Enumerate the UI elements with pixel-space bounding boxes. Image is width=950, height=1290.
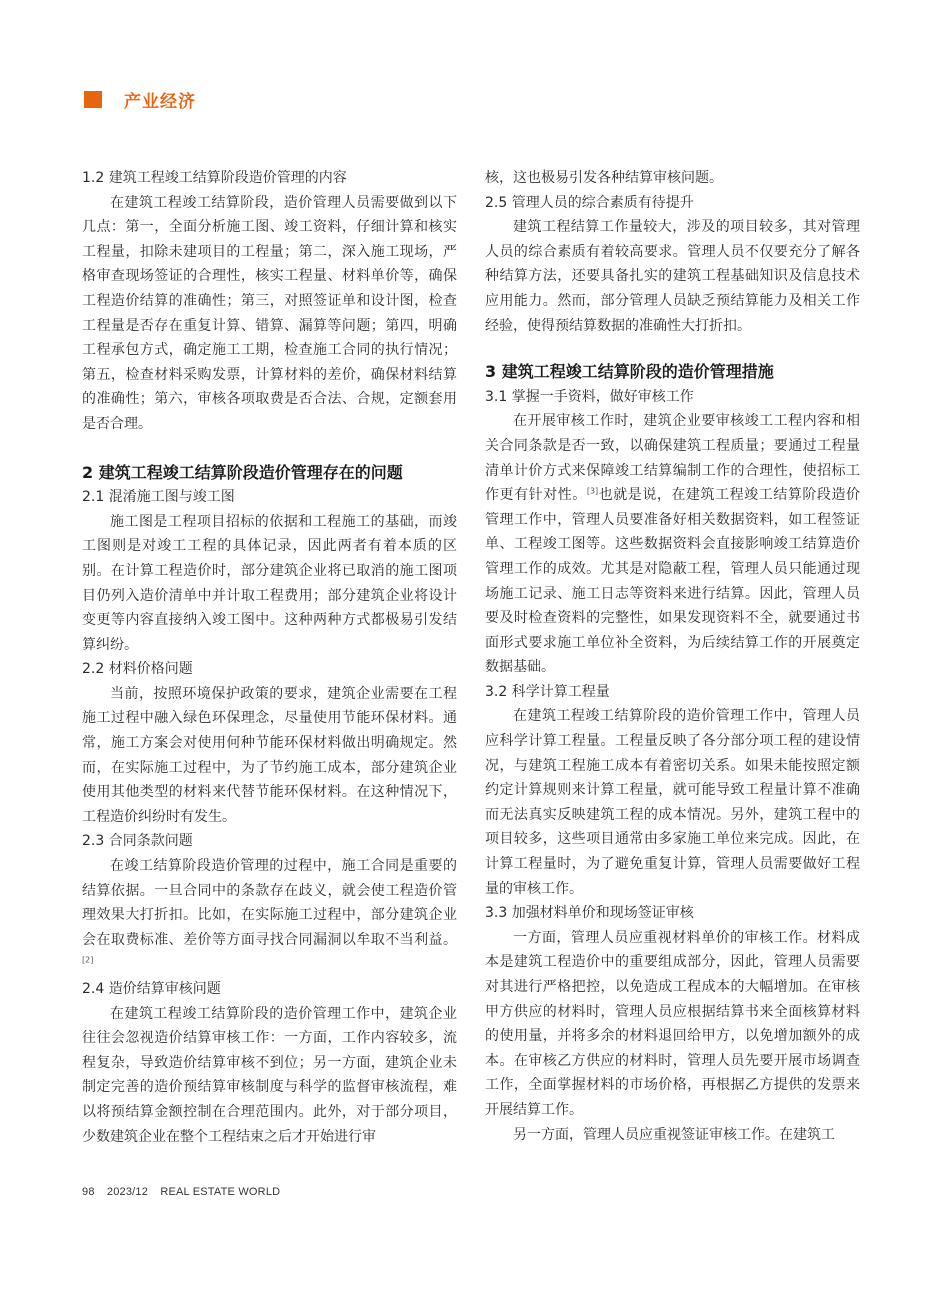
subsection-heading: 3.3 加强材料单价和现场签证审核 — [485, 905, 694, 922]
page-number: 98 — [82, 1186, 95, 1198]
section-header — [84, 88, 196, 110]
right-column — [485, 166, 860, 1147]
body-paragraph: 当前，按照环境保护政策的要求，建筑企业需要在工程施工过程中融入绿色环保理念，尽量使用节能环保材料。通常，施工方案会对使用何种节能环保材料做出明确规定。然而，在实际施工过程中，为了节约施工成本，部分建筑企业使用其他类型的材料来代替节能环保材料。在这种情况下，工程造价纠纷时有发生。 — [82, 685, 457, 825]
issue-date: 2023/12 — [106, 1186, 149, 1198]
citation-ref: [3] — [586, 486, 599, 496]
paragraph-text: 在开展审核工作时，建筑企业要审核竣工工程内容和相关合同条款是否一致，以确保建筑工程质量；要通过工程量清单计价方式来保障竣工结算编制工作的合理性，使招标工作更有针对性。 — [485, 413, 860, 504]
subsection-heading: 2.4 造价结算审核问题 — [82, 981, 221, 997]
subsection-heading: 2.1 混淆施工图与竣工图 — [82, 489, 235, 506]
body-paragraph: 一方面，管理人员应重视材料单价的审核工作。材料成本是建筑工程造价中的重要组成部分，因此，管理人员需要对其进行严格把控，以免造成工程成本的大幅增加。在审核甲方供应的材料时，管理人员应根据结算书来全面核算材料的使用量，并将多余的材料退回给甲方，以免增加额外的成本。在审核乙方供应的材料时，管理人员先要开展市场调查工作，全面掌握材料的市场价格，再根据乙方提供的发票来开展结算工作。 — [485, 929, 860, 1118]
body-paragraph: 建筑工程结算工作量较大，涉及的项目较多，其对管理人员的综合素质有着较高要求。管理人员不仅要充分了解各种结算方法，还要具备扎实的建筑工程基础知识及信息技术应用能力。然而，部分管理人员缺乏预结算能力及相关工作经验，使得预结算数据的准确性大打折扣。 — [485, 219, 860, 334]
subsection-heading: 2.2 材料价格问题 — [82, 661, 193, 678]
body-paragraph: 另一方面，管理人员应重视签证审核工作。在建筑工 — [513, 1126, 835, 1143]
body-paragraph-continued: 核，这也极易引发各种结算审核问题。 — [485, 170, 723, 186]
subsection-heading: 3.2 科学计算工程量 — [485, 683, 610, 700]
section-heading: 2 建筑工程竣工结算阶段造价管理存在的问题 — [82, 462, 403, 482]
subsection-heading: 2.5 管理人员的综合素质有待提升 — [485, 194, 694, 211]
subsection-heading: 1.2 建筑工程竣工结算阶段造价管理的内容 — [82, 170, 347, 186]
subsection-heading: 2.3 合同条款问题 — [82, 833, 193, 850]
left-column — [82, 166, 457, 1149]
subsection-heading: 3.1 掌握一手资料，做好审核工作 — [485, 388, 694, 405]
body-paragraph — [485, 409, 860, 680]
section-heading: 3 建筑工程竣工结算阶段的造价管理措施 — [485, 362, 774, 382]
body-paragraph: 在建筑工程竣工结算阶段的造价管理工作中，建筑企业往往会忽视造价结算审核工作：一方面，工作内容较多，流程复杂，导致造价结算审核不到位；另一方面，建筑企业未制定完善的造价预结算审核制度与科学的监督审核流程，难以将预结算金额控制在合理范围内。此外，对于部分项目，少数建筑企业在整个工程结束之后才开始进行审 — [82, 1005, 457, 1145]
body-paragraph: 在建筑工程竣工结算阶段的造价管理工作中，管理人员应科学计算工程量。工程量反映了各分部分项工程的建设情况，与建筑工程施工成本有着密切关系。如果未能按照定额约定计算规则来计算工程量，就可能导致工程量计算不准确而无法真实反映建筑工程的成本情况。另外，建筑工程中的项目较多，这些项目通常由多家施工单位来完成。因此，在计算工程量时，为了避免重复计算，管理人员需要做好工程量的审核工作。 — [485, 708, 860, 897]
page-footer — [82, 1186, 289, 1198]
body-paragraph — [82, 854, 457, 977]
paragraph-text: 也就是说，在建筑工程竣工结算阶段造价管理工作中，管理人员要准备好相关数据资料，如工程签证单、工程竣工图等。这些数据资料会直接影响竣工结算造价管理工作的成效。尤其是对隐蔽工程，管理人员只能通过现场施工记录、施工日志等资料来进行结算。因此，管理人员要及时检查资料的完整性，如果发现资料不全，就要通过书面形式要求施工单位补全资料，为后续结算工作的开展奠定数据基础。 — [485, 487, 861, 676]
body-paragraph: 在建筑工程竣工结算阶段，造价管理人员需要做到以下几点：第一，全面分析施工图、竣工资料，仔细计算和核实工程量，扣除未建项目的工程量；第二，深入施工现场，严格审查现场签证的合理性，核实工程量、材料单价等，确保工程造价结算的准确性；第三，对照签证单和设计图，检查工程量是否存在重复计算、错算、漏算等问题；第四，明确工程承包方式，确定施工工期，检查施工合同的执行情况；第五，检查材料采购发票，计算材料的差价，确保材料结算的准确性；第六，审核各项取费是否合法、合规，定额套用是否合理。 — [82, 194, 457, 432]
journal-name: REAL ESTATE WORLD — [160, 1186, 281, 1198]
body-paragraph: 施工图是工程项目招标的依据和工程施工的基础，而竣工图则是对竣工工程的具体记录，因此两者有着本质的区别。在计算工程造价时，部分建筑企业将已取消的施工图项目仍列入造价清单中并计取工程费用；部分建筑企业将设计变更等内容直接纳入竣工图中。这种两种方式都极易引发结算纠纷。 — [82, 513, 457, 653]
section-marker-square — [84, 91, 102, 108]
citation-ref: [2] — [82, 955, 94, 965]
paragraph-text: 在竣工结算阶段造价管理的过程中，施工合同是重要的结算依据。一旦合同中的条款存在歧义，就会使工程造价管理效果大打折扣。比如，在实际施工过程中，部分建筑企业会在取费标准、差价等方面寻找合同漏洞以牟取不当利益。 — [82, 858, 457, 948]
section-title: 产业经济 — [124, 91, 196, 112]
